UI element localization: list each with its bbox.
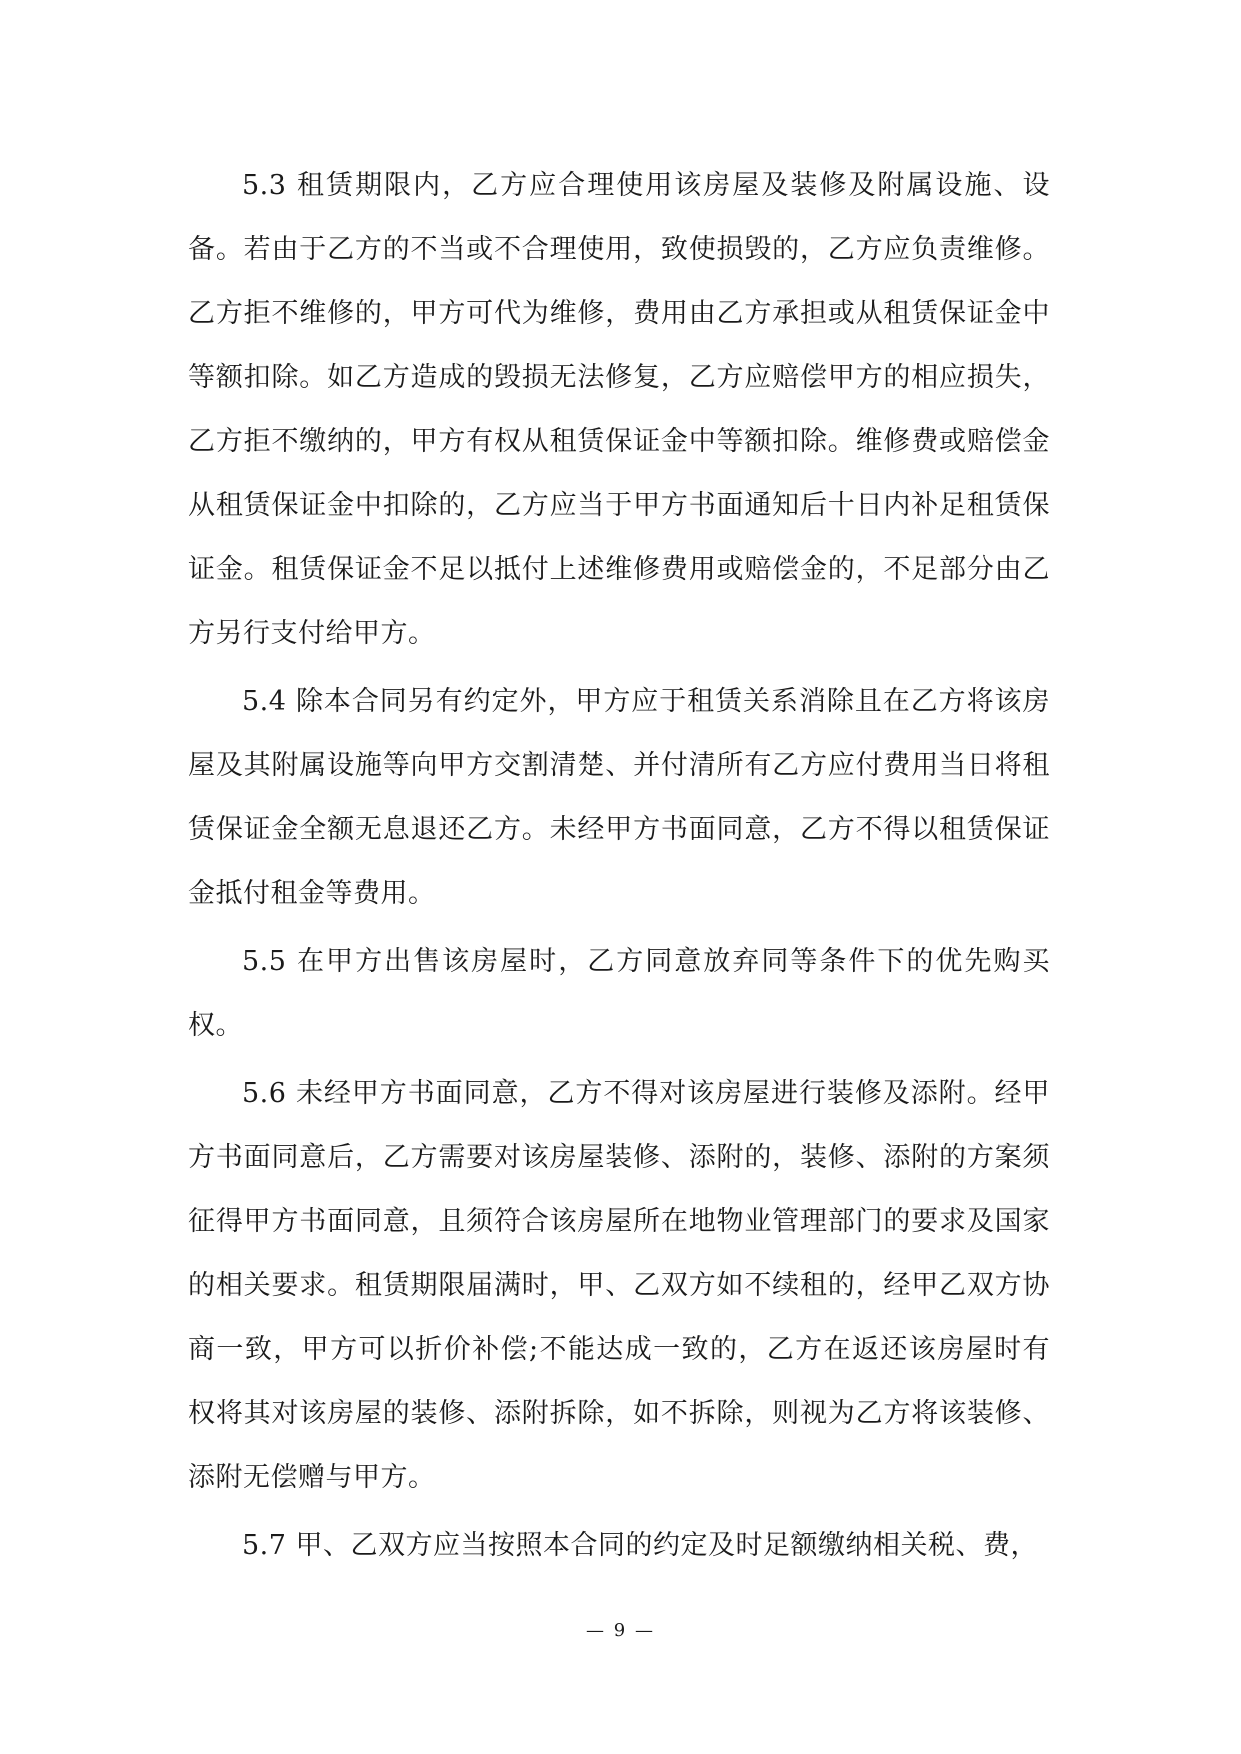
clause-5-3: 5.3 租赁期限内，乙方应合理使用该房屋及装修及附属设施、设备。若由于乙方的不当或不合理使用，致使损毁的，乙方应负责维修。乙方拒不维修的，甲方可代为维修，费用由乙方承担或从租赁保证金中等额扣除。如乙方造成的毁损无法修复，乙方应赔偿甲方的相应损失，乙方拒不缴纳的，甲方有权从租赁保证金中等额扣除。维修费或赔偿金从租赁保证金中扣除的，乙方应当于甲方书面通知后十日内补足租赁保证金。租赁保证金不足以抵付上述维修费用或赔偿金的，不足部分由乙方另行支付给甲方。: [188, 170, 1050, 649]
clause-5-5: 5.5 在甲方出售该房屋时，乙方同意放弃同等条件下的优先购买权。: [188, 946, 1050, 1041]
contract-body: [188, 154, 1050, 1582]
clause-5-7: 5.7 甲、乙双方应当按照本合同的约定及时足额缴纳相关税、费，: [242, 1530, 1039, 1561]
clause-5-4: 5.4 除本合同另有约定外，甲方应于租赁关系消除且在乙方将该房屋及其附属设施等向甲方交割清楚、并付清所有乙方应付费用当日将租赁保证金全额无息退还乙方。未经甲方书面同意，乙方不得以租赁保证金抵付租金等费用。: [188, 686, 1050, 909]
page-number: — 9 —: [586, 1620, 655, 1641]
clause-5-6: 5.6 未经甲方书面同意，乙方不得对该房屋进行装修及添附。经甲方书面同意后，乙方需要对该房屋装修、添附的，装修、添附的方案须征得甲方书面同意，且须符合该房屋所在地物业管理部门的要求及国家的相关要求。租赁期限届满时，甲、乙双方如不续租的，经甲乙双方协商一致，甲方可以折价补偿;不能达成一致的，乙方在返还该房屋时有权将其对该房屋的装修、添附拆除，如不拆除，则视为乙方将该装修、添附无偿赠与甲方。: [188, 1078, 1050, 1493]
